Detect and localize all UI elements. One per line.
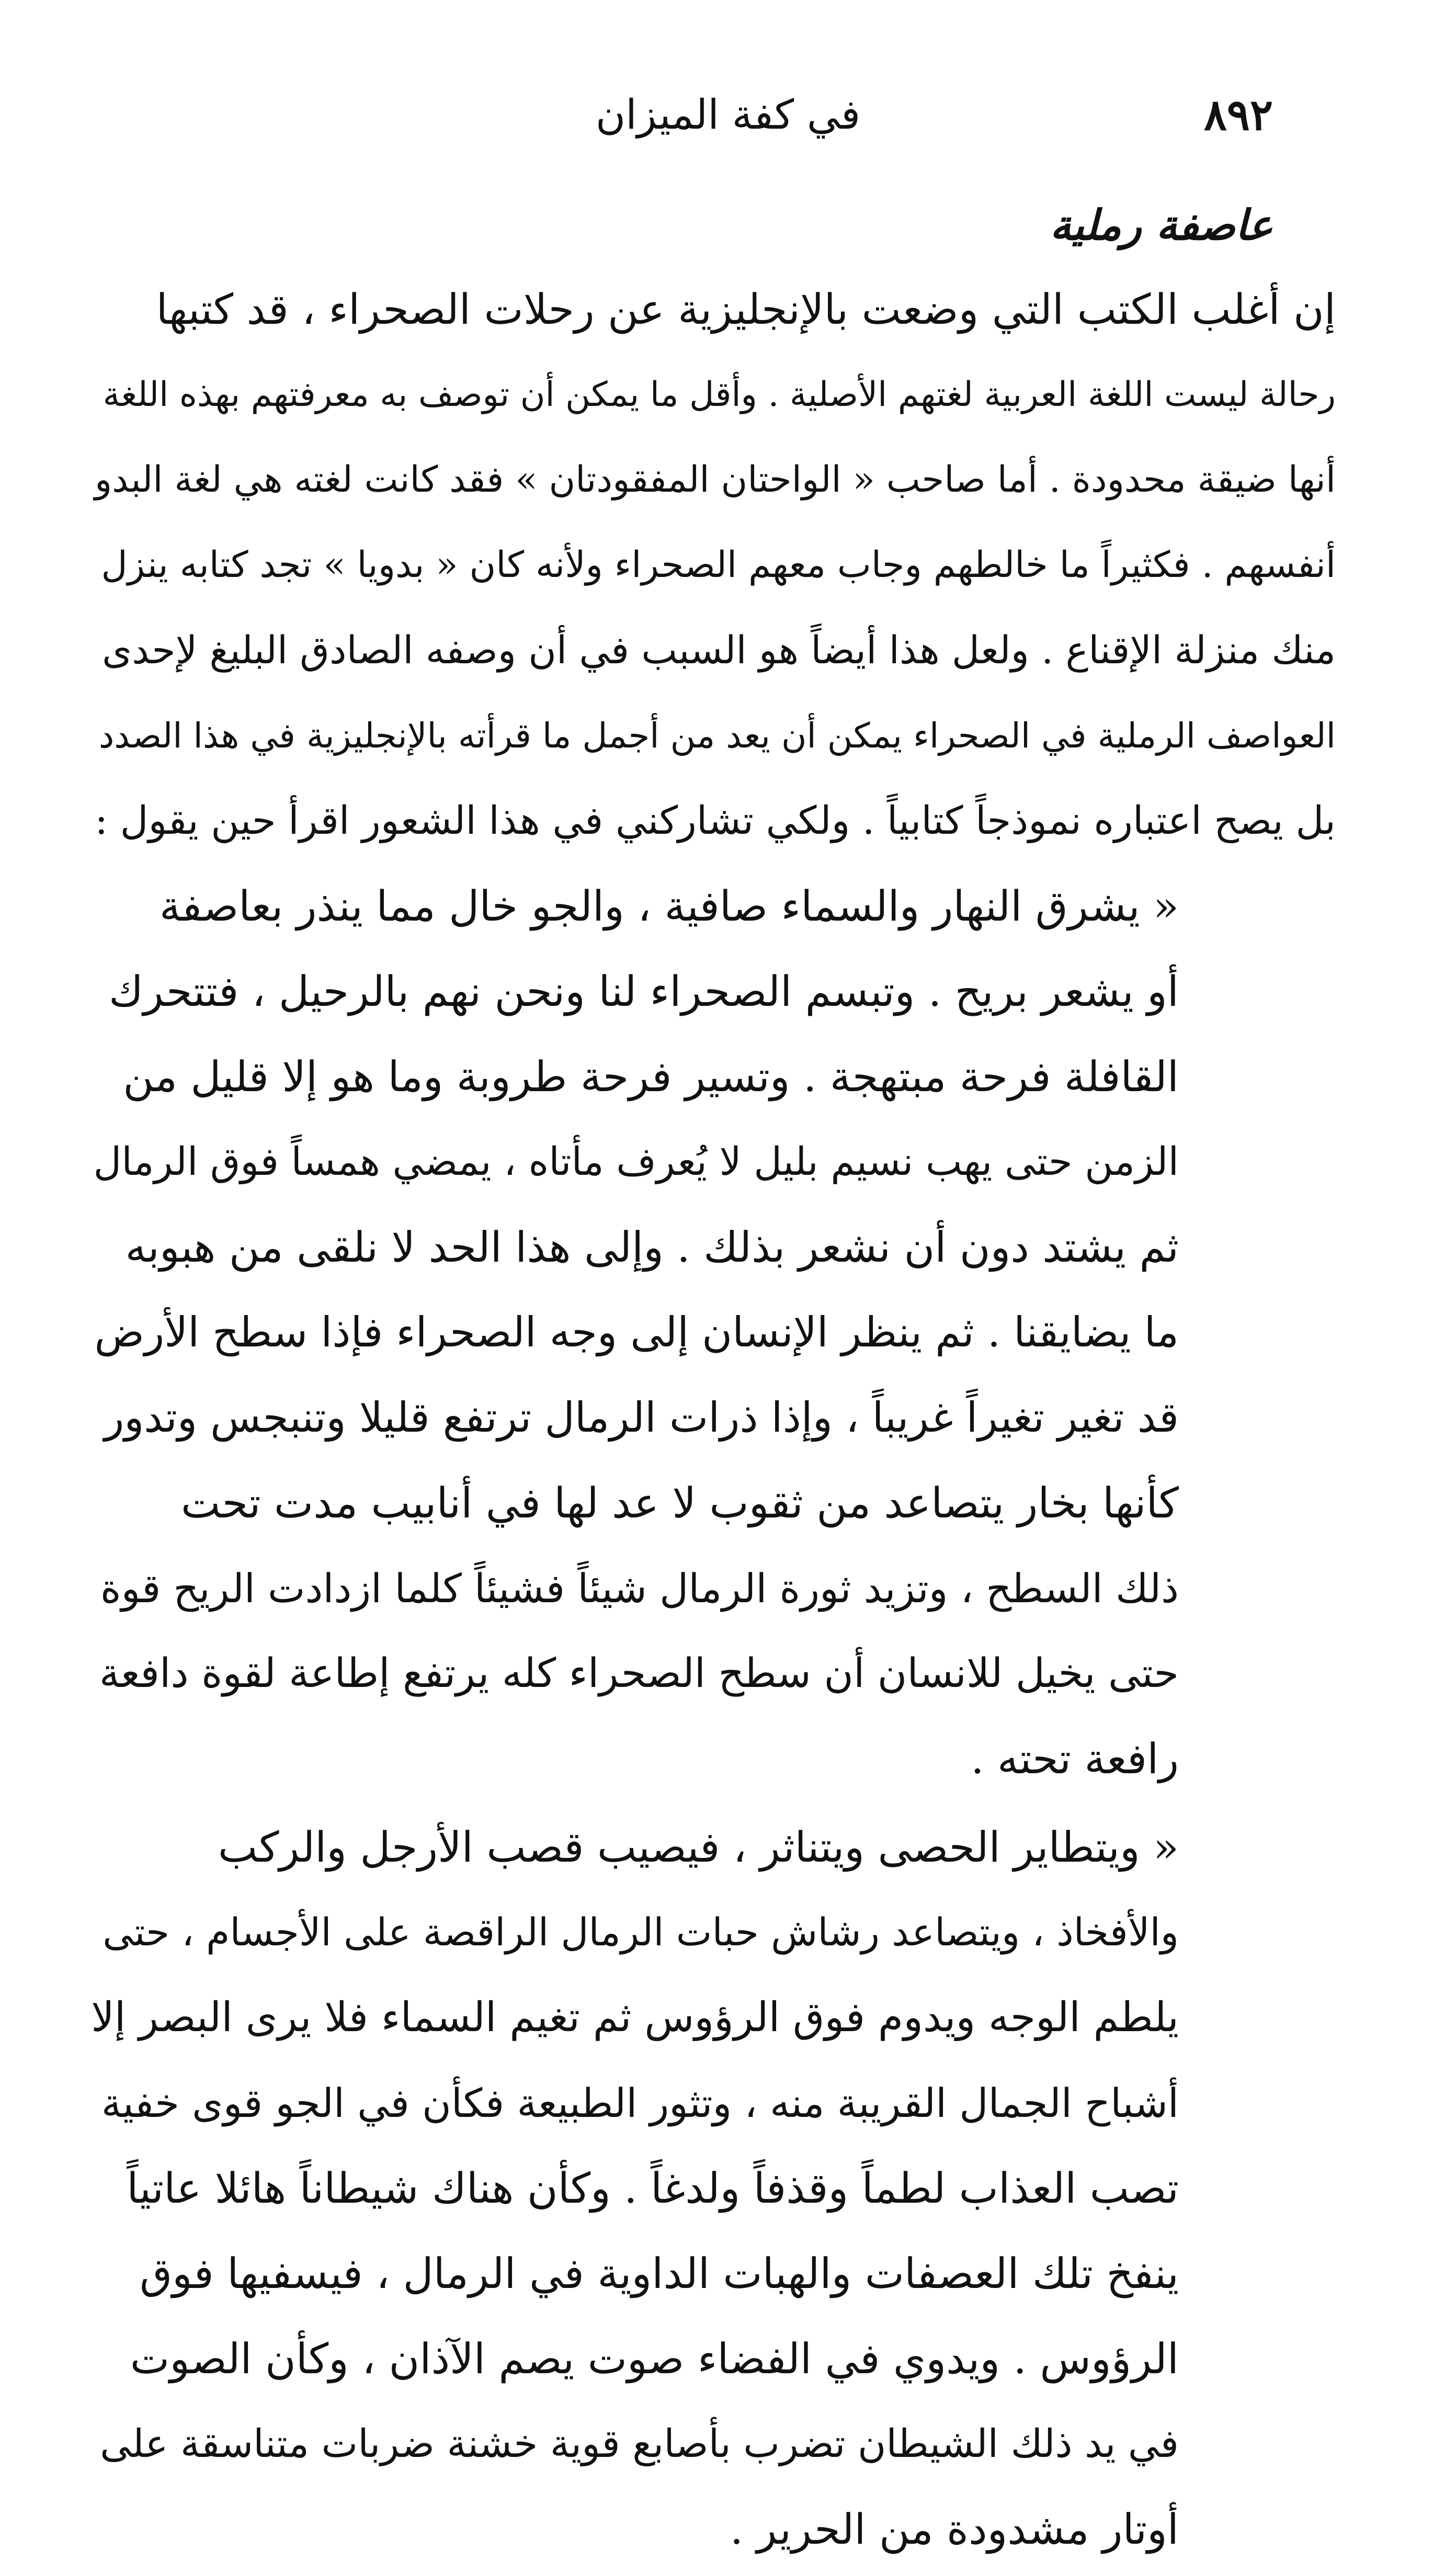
text-line: في يد ذلك الشيطان تضرب بأصابع قوية خشنة ضربات متناسقة على bbox=[100, 2421, 1179, 2466]
text-line: أوتار مشدودة من الحرير . bbox=[730, 2505, 1179, 2554]
section-heading: عاصفة رملية bbox=[1050, 200, 1273, 250]
text-line: بل يصح اعتباره نموذجاً كتابياً . ولكي تشاركني في هذا الشعور اقرأ حين يقول : bbox=[95, 798, 1336, 843]
text-line: ذلك السطح ، وتزيد ثورة الرمال شيئاً فشيئاً كلما ازدادت الريح قوة bbox=[100, 1565, 1179, 1612]
text-line: أو يشعر بريح . وتبسم الصحراء لنا ونحن نهم بالرحيل ، فتتحرك bbox=[108, 967, 1179, 1016]
text-line: يلطم الوجه ويدوم فوق الرؤوس ثم تغيم السماء فلا يرى البصر إلا bbox=[91, 1994, 1179, 2041]
text-line: كأنها بخار يتصاعد من ثقوب لا عد لها في أنابيب مدت تحت bbox=[181, 1479, 1179, 1527]
text-line: أنفسهم . فكثيراً ما خالطهم وجاب معهم الصحراء ولأنه كان « بدويا » تجد كتابه ينزل bbox=[101, 544, 1336, 586]
text-line: ثم يشتد دون أن نشعر بذلك . وإلى هذا الحد لا نلقى من هبوبه bbox=[125, 1223, 1179, 1272]
text-line: القافلة فرحة مبتهجة . وتسير فرحة طروبة وما هو إلا قليل من bbox=[123, 1052, 1179, 1101]
text-line: إن أغلب الكتب التي وضعت بالإنجليزية عن رحلات الصحراء ، قد كتبها bbox=[156, 285, 1336, 334]
text-line: حتى يخيل للانسان أن سطح الصحراء كله يرتفع إطاعة لقوة دافعة bbox=[99, 1650, 1179, 1697]
text-line: والأفخاذ ، ويتصاعد رشاش حبات الرمال الراقصة على الأجسام ، حتى bbox=[103, 1910, 1179, 1955]
text-line: أشباح الجمال القريبة منه ، وتثور الطبيعة فكأن في الجو قوى خفية bbox=[101, 2080, 1179, 2126]
text-line: ما يضايقنا . ثم ينظر الإنسان إلى وجه الصحراء فإذا سطح الأرض bbox=[94, 1308, 1179, 1356]
text-line: تصب العذاب لطماً وقذفاً ولدغاً . وكأن هناك شيطاناً هائلا عاتياً bbox=[127, 2164, 1179, 2213]
text-line: رحالة ليست اللغة العربية لغتهم الأصلية . وأقل ما يمكن أن توصف به معرفتهم بهذه اللغة bbox=[103, 375, 1336, 414]
text-line: أنها ضيقة محدودة . أما صاحب « الواحتان المفقودتان » فقد كانت لغته هي لغة البدو bbox=[94, 459, 1336, 501]
text-line: رافعة تحته . bbox=[971, 1735, 1179, 1783]
body-text bbox=[91, 267, 1336, 2572]
quote-paragraph bbox=[91, 864, 1336, 1801]
text-line: الرؤوس . ويدوي في الفضاء صوت يصم الآذان ، وكأن الصوت bbox=[130, 2335, 1179, 2383]
page-number: ٨٩٢ bbox=[1203, 90, 1273, 140]
text-line: الزمن حتى يهب نسيم بليل لا يُعرف مأتاه ، يمضي همساً فوق الرمال bbox=[93, 1139, 1179, 1184]
text-line: العواصف الرملية في الصحراء يمكن أن يعد من أجمل ما قرأته بالإنجليزية في هذا الصدد bbox=[98, 716, 1336, 756]
page-header bbox=[0, 78, 1456, 152]
text-line: قد تغير تغيراً غريباً ، وإذا ذرات الرمال ترتفع قليلا وتنبجس وتدور bbox=[104, 1393, 1179, 1442]
text-line: ينفخ تلك العصفات والهبات الداوية في الرمال ، فيسفيها فوق bbox=[140, 2249, 1179, 2298]
text-line: « يشرق النهار والسماء صافية ، والجو خال مما ينذر بعاصفة bbox=[159, 882, 1179, 931]
text-line: « ويتطاير الحصى ويتناثر ، فيصيب قصب الأرجل والركب bbox=[218, 1823, 1179, 1872]
intro-paragraph bbox=[91, 267, 1336, 864]
quote-paragraph bbox=[91, 1805, 1336, 2572]
running-title: في كفة الميزان bbox=[595, 92, 861, 139]
text-line: منك منزلة الإقناع . ولعل هذا أيضاً هو السبب في أن وصفه الصادق البليغ لإحدى bbox=[102, 628, 1336, 673]
